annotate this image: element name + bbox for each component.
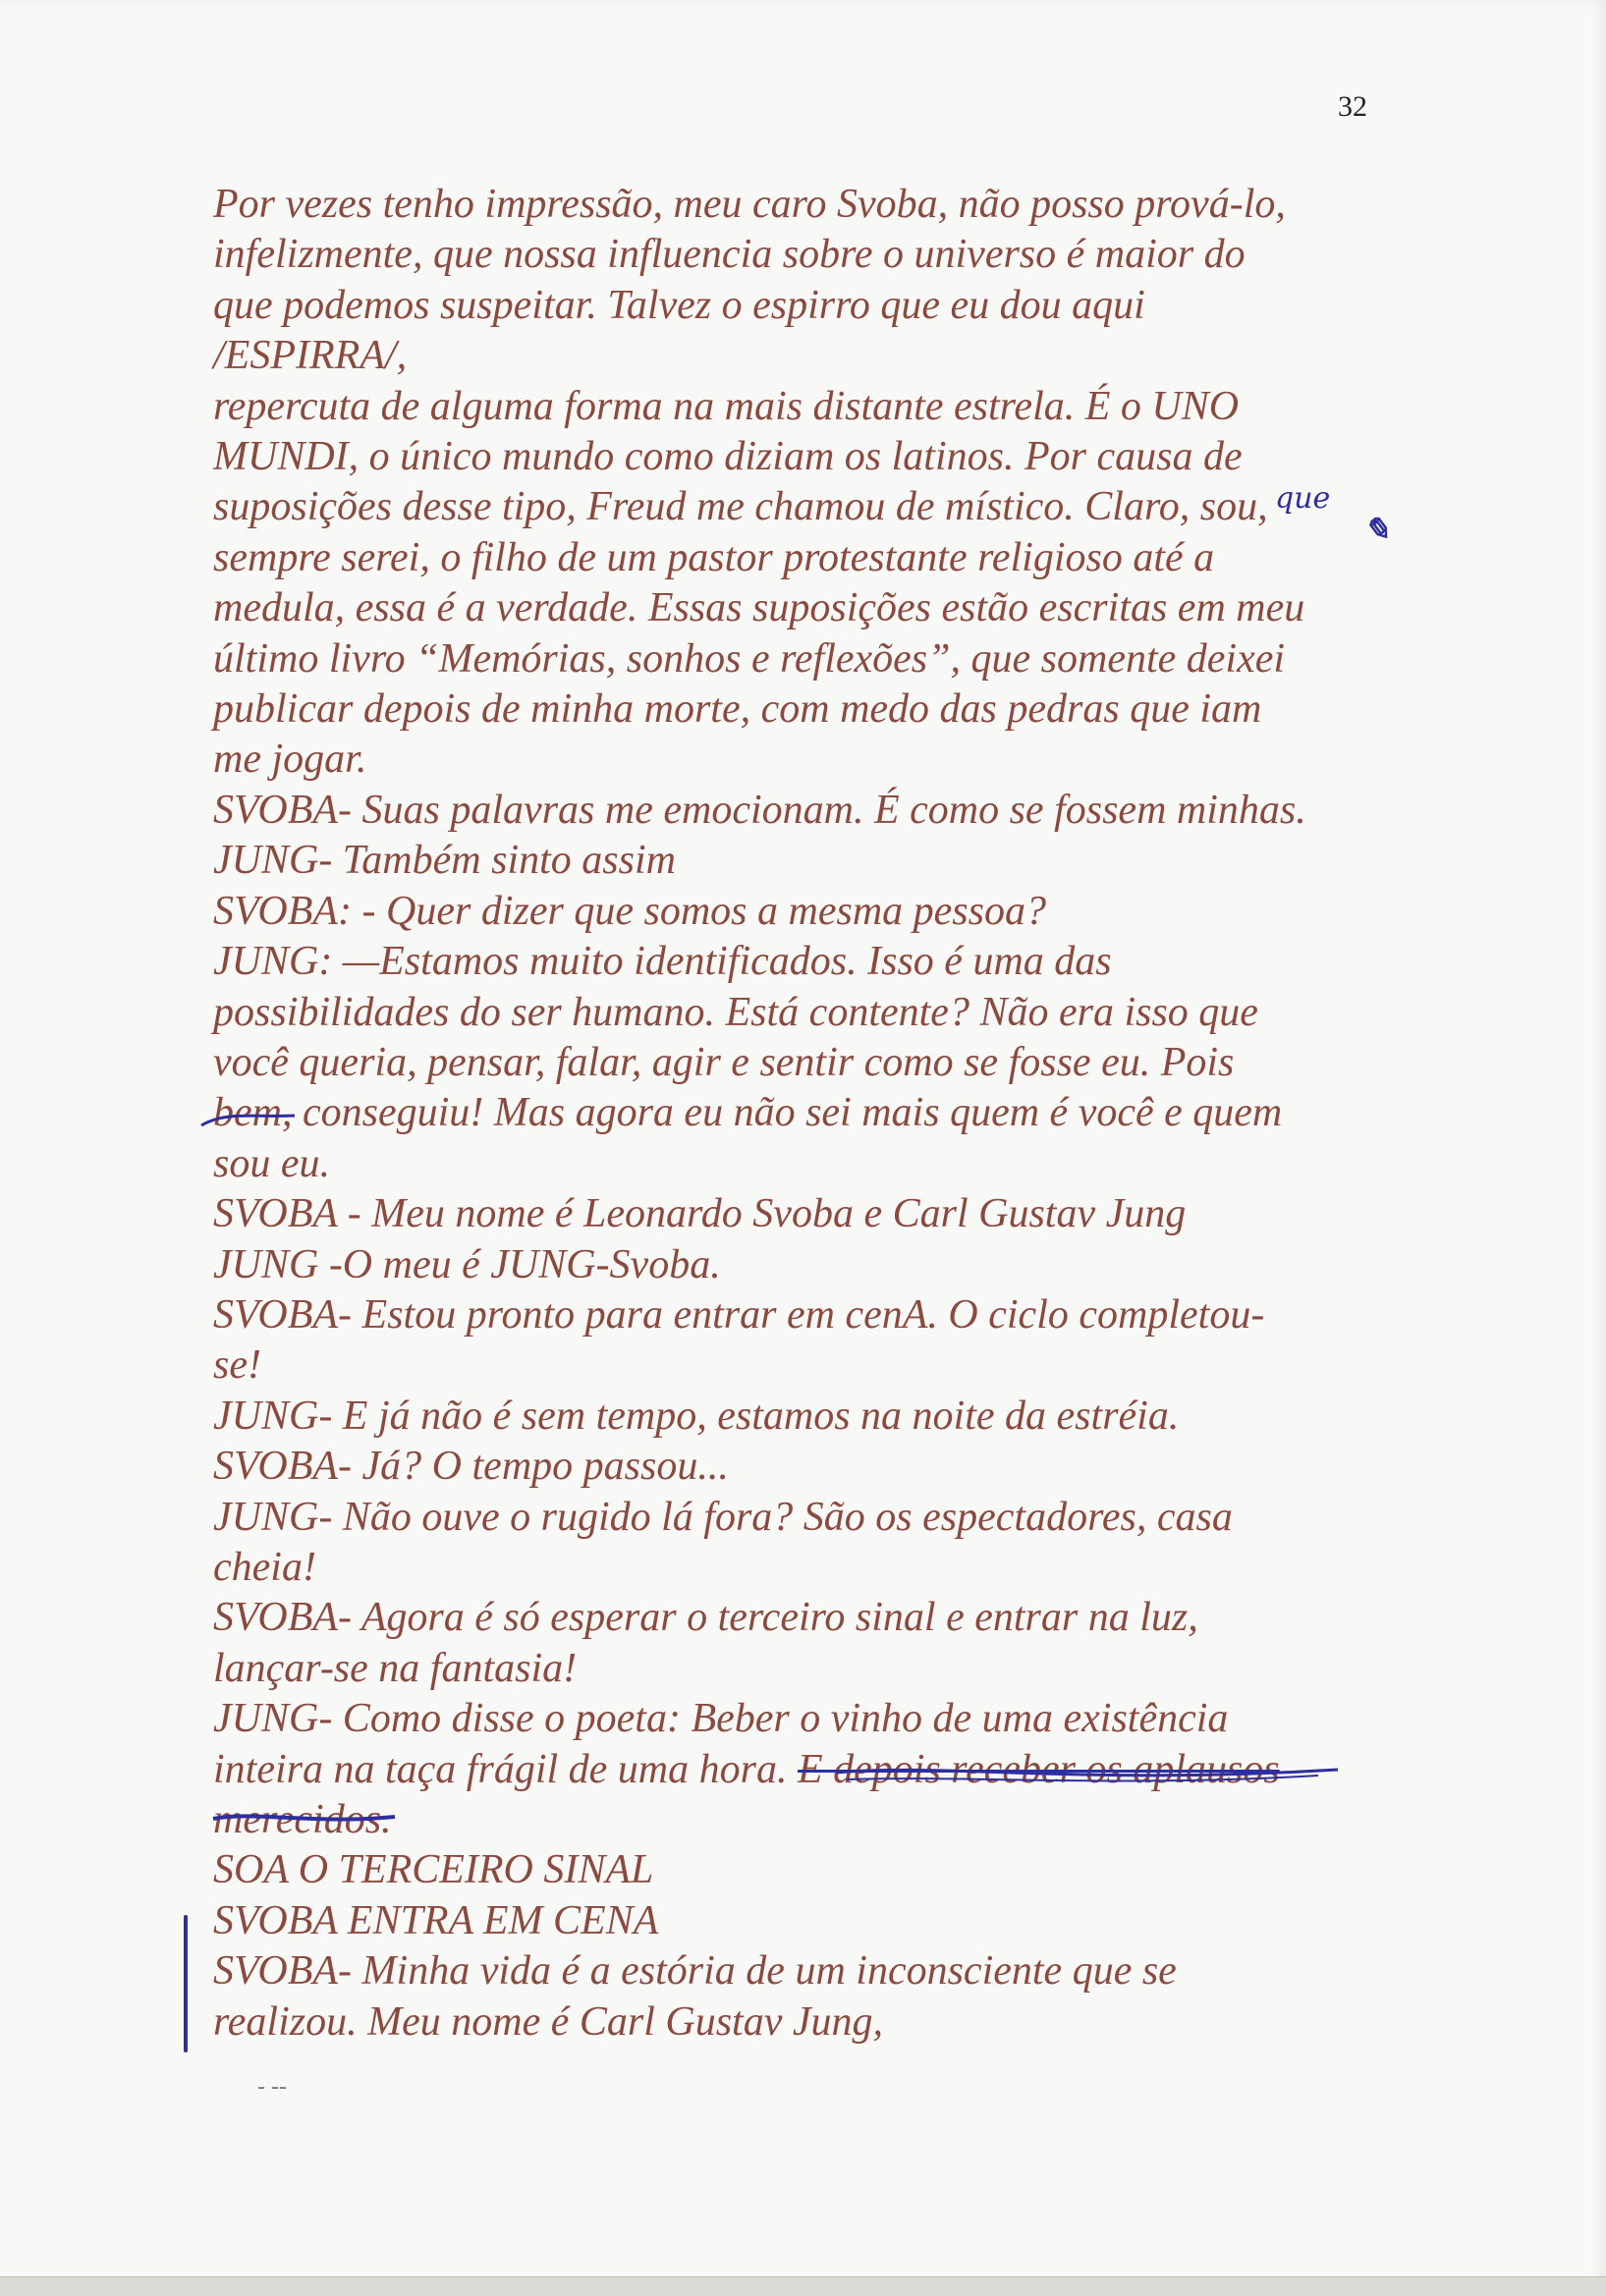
dialogue-line-jung: JUNG- E já não é sem tempo, estamos na noite da estréia.	[213, 1393, 1180, 1439]
text-line: bem, conseguiu! Mas agora eu não sei mais quem é você e quem	[213, 1090, 1283, 1136]
dialogue-line-svoba: SVOBA - Meu nome é Leonardo Svoba e Carl Gustav Jung	[213, 1191, 1187, 1237]
text-line: /ESPIRRA/,	[213, 333, 408, 379]
text-line: você queria, pensar, falar, agir e sentir como se fosse eu. Pois	[213, 1039, 1235, 1085]
text-line: publicar depois de minha morte, com medo das pedras que iam	[213, 686, 1262, 733]
text-line: realizou. Meu nome é Carl Gustav Jung,	[213, 1998, 884, 2045]
handwritten-insertion: que	[1275, 481, 1331, 516]
page-number: 32	[1338, 90, 1367, 123]
dialogue-line-svoba: SVOBA- Agora é só esperar o terceiro sinal e entrar na luz,	[213, 1595, 1198, 1641]
dialogue-line-svoba: SVOBA: - Quer dizer que somos a mesma pessoa?	[213, 888, 1046, 934]
margin-bracket-icon	[184, 1915, 188, 2052]
dialogue-line-svoba: SVOBA- Minha vida é a estória de um inconsciente que se	[213, 1948, 1177, 1995]
dialogue-line-jung: JUNG- Não ouve o rugido lá fora? São os espectadores, casa	[213, 1494, 1233, 1540]
text-line: último livro “Memórias, sonhos e reflexões”, que somente deixei	[213, 635, 1286, 682]
text-line: merecidos.	[213, 1797, 392, 1842]
dialogue-line-svoba: SVOBA- Estou pronto para entrar em cenA. O ciclo completou-	[213, 1291, 1265, 1338]
dialogue-line-jung: JUNG- Também sinto assim	[213, 838, 676, 884]
text-line: cheia!	[213, 1544, 316, 1590]
text-line: sou eu.	[213, 1140, 330, 1186]
text-line: medula, essa é a verdade. Essas suposições estão escritas em meu	[213, 585, 1305, 631]
text-line: suposições desse tipo, Freud me chamou de místico. Claro, sou,	[213, 484, 1268, 530]
text-line: infelizmente, que nossa influencia sobre o universo é maior do	[213, 232, 1246, 278]
text-fragment: inteira na taça frágil de uma hora.	[213, 1746, 788, 1792]
ink-strike-icon	[208, 1805, 405, 1834]
footer-marks: - --	[257, 2074, 287, 2100]
ink-mark-icon: ✎	[1363, 511, 1390, 548]
stage-direction: SOA O TERCEIRO SINAL	[213, 1847, 654, 1893]
text-line: Por vezes tenho impressão, meu caro Svoba, não posso prová-lo,	[213, 182, 1286, 227]
text-line: que podemos suspeitar. Talvez o espirro que eu dou aqui	[213, 282, 1145, 328]
text-line: possibilidades do ser humano. Está contente? Não era isso que	[213, 989, 1258, 1035]
text-line: MUNDI, o único mundo como diziam os latinos. Por causa de	[213, 434, 1243, 480]
dialogue-line-svoba: SVOBA- Suas palavras me emocionam. É como se fossem minhas.	[213, 787, 1306, 833]
ink-scribble-icon	[827, 1758, 1357, 1846]
dialogue-line-jung: JUNG -O meu é JUNG-Svoba.	[213, 1241, 721, 1287]
page-edge	[0, 2276, 1606, 2296]
text-line: se!	[213, 1342, 261, 1389]
ink-strike-icon	[196, 1106, 305, 1135]
text-line: repercuta de alguma forma na mais distante estrela. É o UNO	[213, 383, 1240, 429]
text-line: lançar-se na fantasia!	[213, 1645, 578, 1691]
text-line: sempre serei, o filho de um pastor protestante religioso até a	[213, 534, 1215, 580]
dialogue-line-svoba: SVOBA- Já? O tempo passou...	[213, 1444, 729, 1490]
text-line: me jogar.	[213, 737, 367, 783]
stage-direction: SVOBA ENTRA EM CENA	[213, 1897, 659, 1943]
dialogue-line-jung: JUNG: —Estamos muito identificados. Isso é uma das	[213, 939, 1112, 985]
dialogue-line-jung: JUNG- Como disse o poeta: Beber o vinho de uma existência	[213, 1696, 1229, 1742]
struck-text: E depois receber os aplausos	[797, 1746, 1280, 1792]
